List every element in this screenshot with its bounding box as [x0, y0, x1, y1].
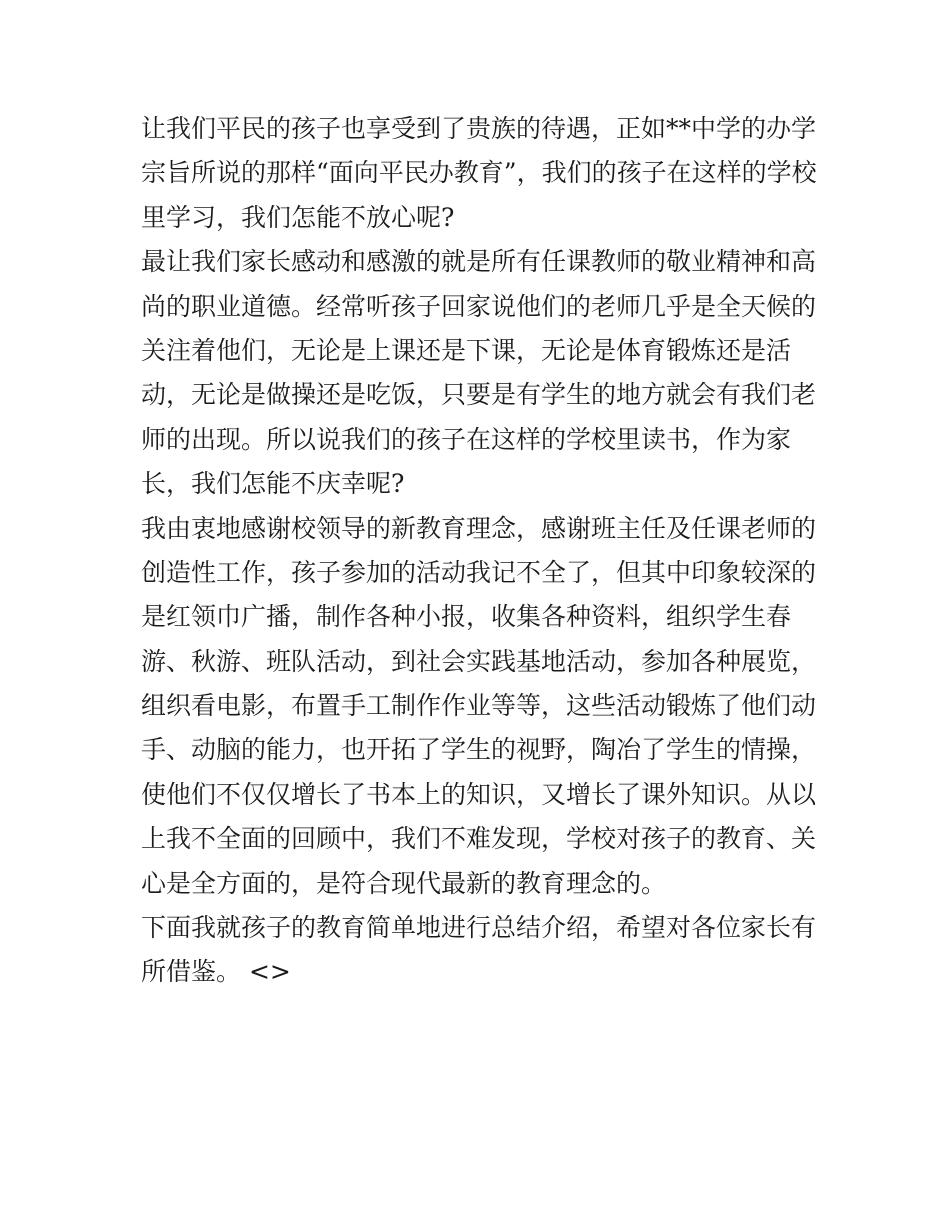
text-line: 创造性工作，孩子参加的活动我记不全了，但其中印象较深的	[141, 557, 817, 587]
body-text	[141, 107, 821, 995]
text-line: 长，我们怎能不庆幸呢?	[141, 469, 405, 499]
text-line: 里学习，我们怎能不放心呢?	[141, 202, 455, 232]
text-line: 使他们不仅仅增长了书本上的知识，又增长了课外知识。从以	[141, 779, 817, 809]
text-line: 最让我们家长感动和感激的就是所有任课教师的敬业精神和高	[141, 247, 817, 277]
text-line: 宗旨所说的那样“面向平民办教育”，我们的孩子在这样的学校	[141, 158, 817, 188]
text-line: 组织看电影，布置手工制作作业等等，这些活动锻炼了他们动	[141, 691, 817, 721]
text-line: 动，无论是做操还是吃饭，只要是有学生的地方就会有我们老	[141, 380, 817, 410]
text-line: 下面我就孩子的教育简单地进行总结介绍，希望对各位家长有	[141, 913, 817, 943]
text-line: 师的出现。所以说我们的孩子在这样的学校里读书，作为家	[141, 424, 792, 454]
text-line: 所借鉴。 <>	[141, 957, 291, 987]
text-line: 我由衷地感谢校领导的新教育理念，感谢班主任及任课老师的	[141, 513, 817, 543]
text-line: 游、秋游、班队活动，到社会实践基地活动，参加各种展览，	[141, 646, 817, 676]
text-line: 心是全方面的，是符合现代最新的教育理念的。	[141, 868, 667, 898]
text-line: 上我不全面的回顾中，我们不难发现，学校对孩子的教育、关	[141, 824, 817, 854]
text-line: 手、动脑的能力，也开拓了学生的视野，陶冶了学生的情操，	[141, 735, 817, 765]
text-line: 让我们平民的孩子也享受到了贵族的待遇，正如**中学的办学	[141, 114, 817, 143]
text-line: 是红领巾广播，制作各种小报，收集各种资料，组织学生春	[141, 602, 792, 632]
text-line: 尚的职业道德。经常听孩子回家说他们的老师几乎是全天候的	[141, 291, 817, 321]
text-line: 关注着他们，无论是上课还是下课，无论是体育锻炼还是活	[141, 335, 792, 365]
